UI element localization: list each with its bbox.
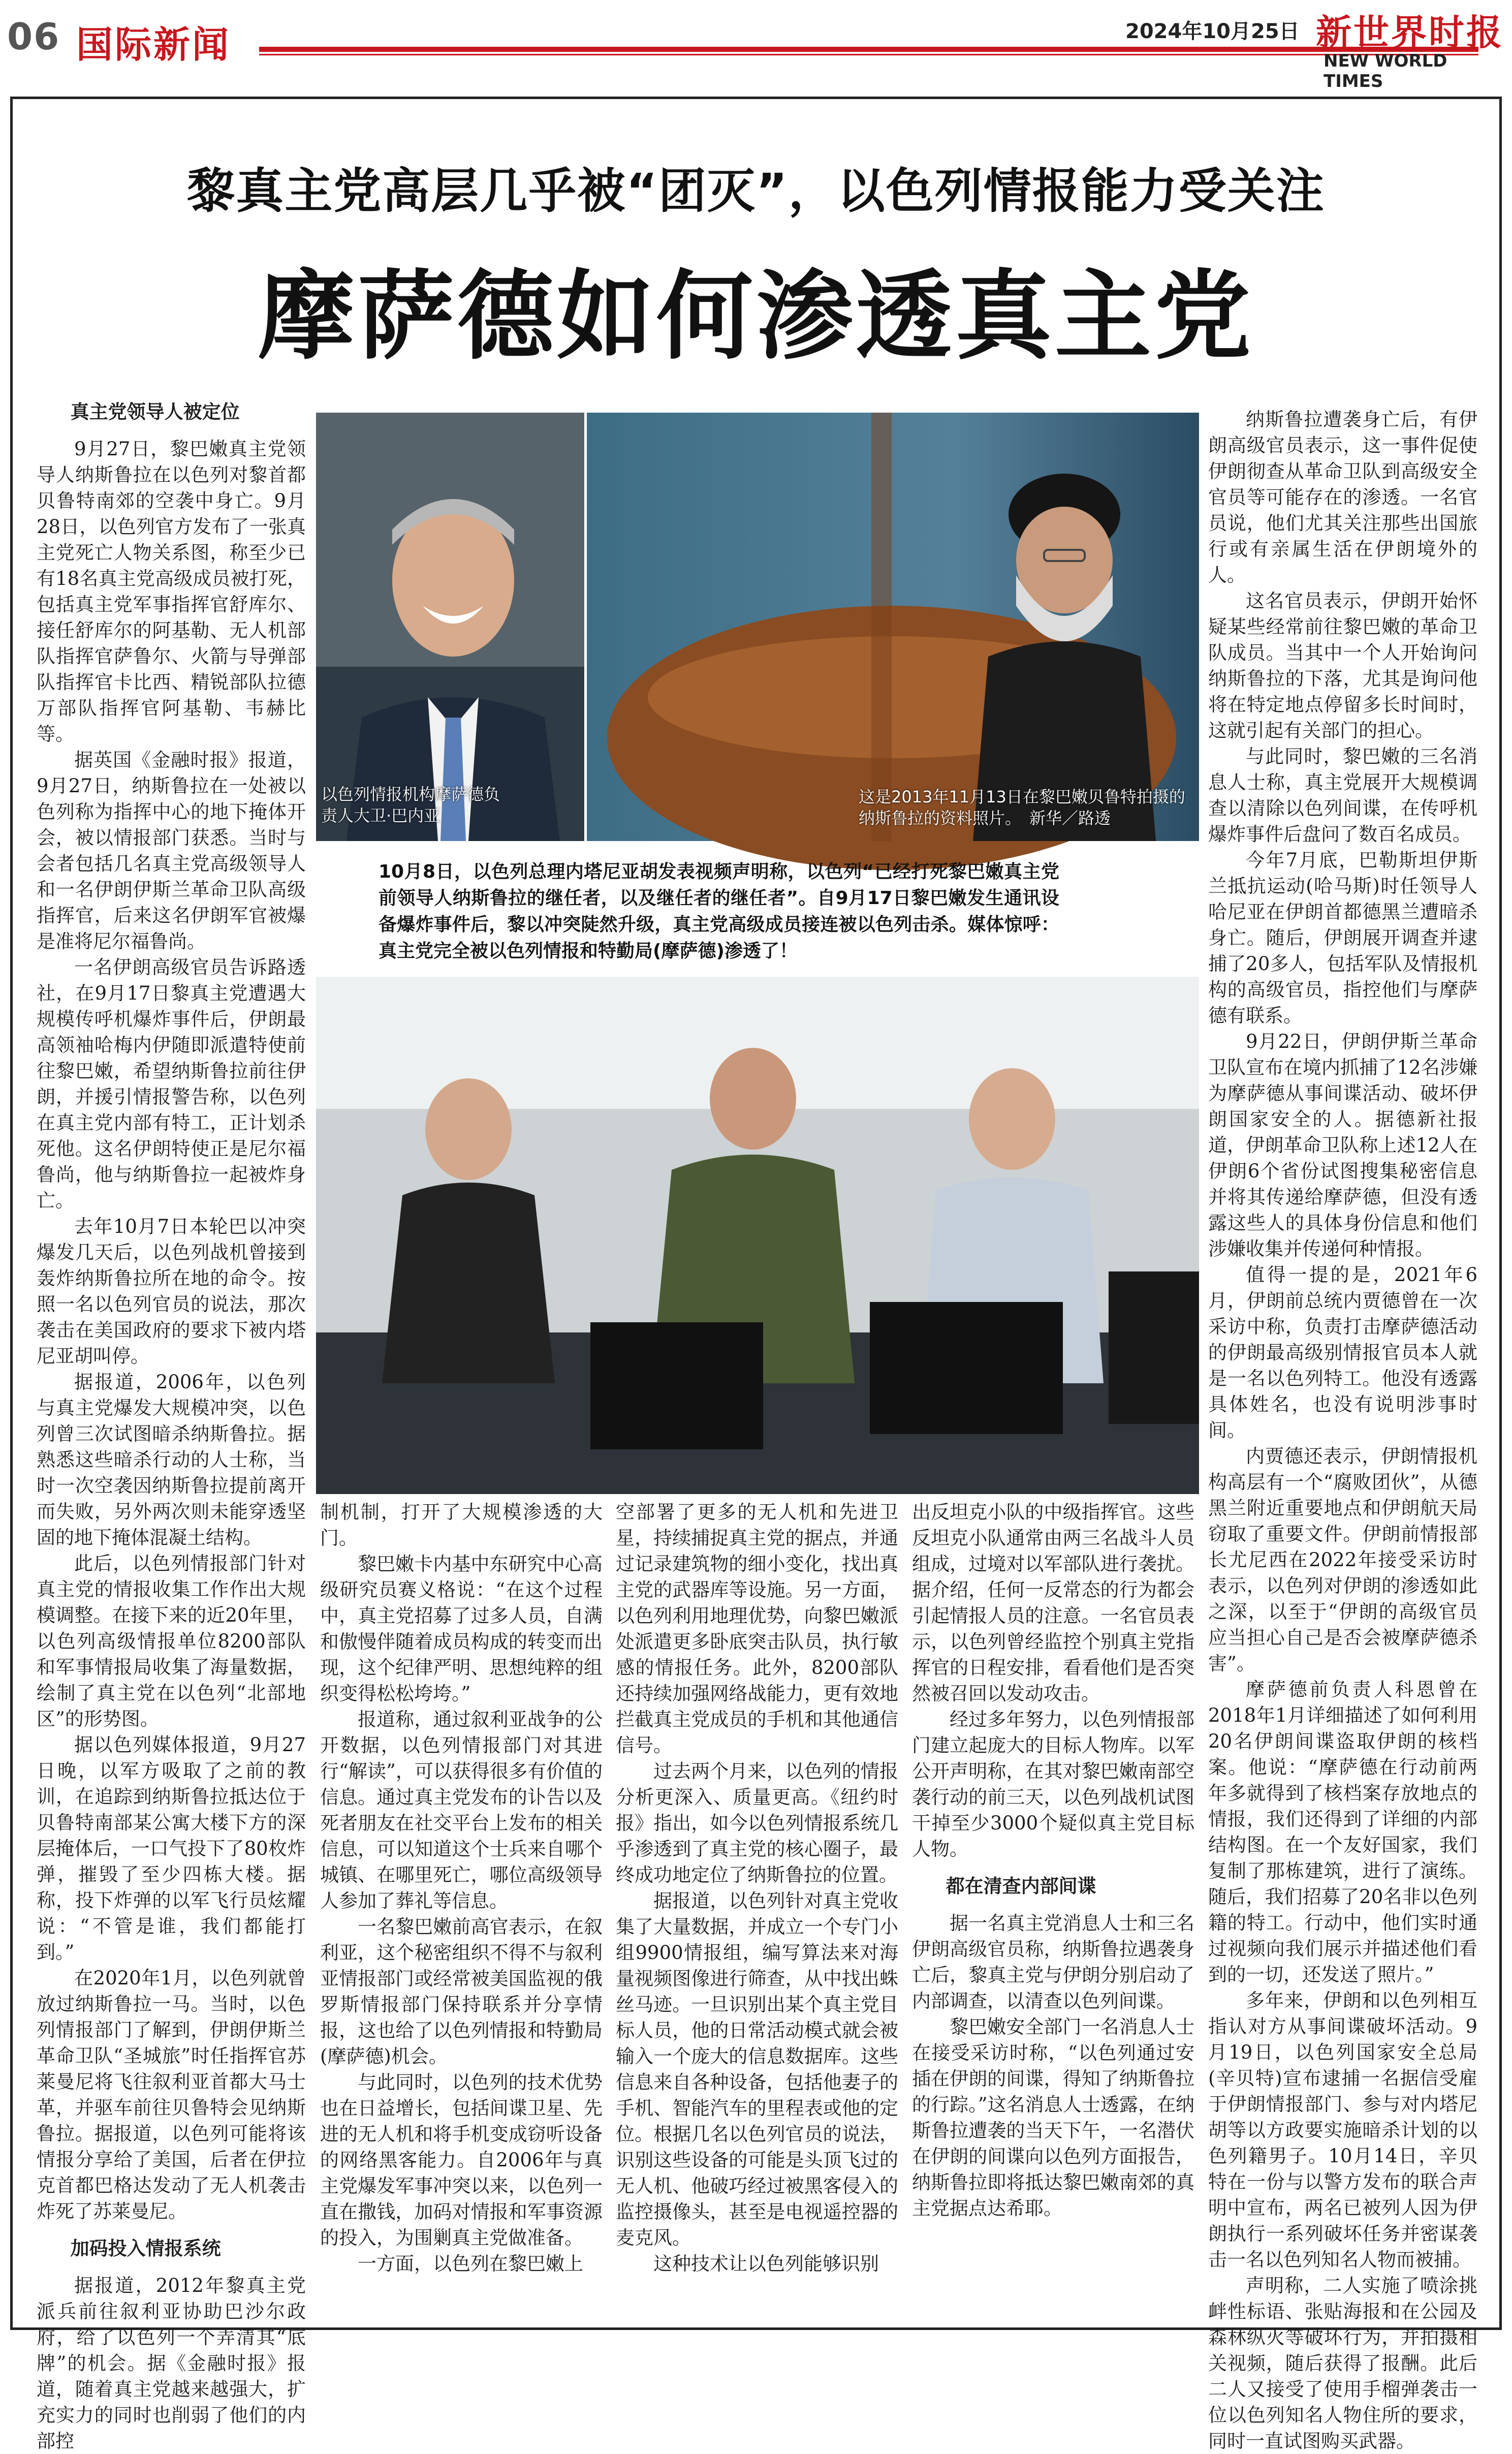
paragraph: 一方面，以色列在黎巴嫩上 xyxy=(358,2253,583,2275)
lead-paragraph: 10月8日，以色列总理内塔尼亚胡发表视频声明称，以色列“已经打死黎巴嫩真主党前领导人纳斯鲁拉的继任者，以及继任者的继任者”。自9月17日黎巴嫩发生通讯设备爆炸事件后，黎以冲突陡然升级，真主党高级成员接连被以色列击杀。媒体惊呼：真主党完全被以色列情报和特勤局(摩萨德)渗透了！ xyxy=(379,861,1059,961)
paragraph: 报道称，通过叙利亚战争的公开数据，以色列情报部门对其进行“解读”，可以获得很多有价值的信息。通过真主党发布的讣告以及死者朋友在社交平台上发布的相关信息，可以知道这个士兵来自哪个城镇、在哪里死亡，哪位高级领导人参加了葬礼等信息。 xyxy=(320,1709,603,1912)
photo-command-room xyxy=(316,977,1199,1494)
masthead-rule xyxy=(259,47,1478,52)
paragraph: 出反坦克小队的中级指挥官。这些反坦克小队通常由两三名战斗人员组成，过境对以军部队进行袭扰。据介绍，任何一反常态的行为都会引起情报人员的注意。一名官员表示，以色列曾经监控个别真主党指挥官的日程安排，看看他们是否突然被召回以发动攻击。 xyxy=(912,1501,1194,1704)
paragraph: 与此同时，以色列的技术优势也在日益增长，包括间谍卫星、先进的无人机和将手机变成窃听设备的网络黑客能力。自2006年与真主党爆发军事冲突以来，以色列一直在撒钱，加码对情报和军事资源的投入，为围剿真主党做准备。 xyxy=(320,2071,603,2249)
paragraph: 在2020年1月，以色列就曾放过纳斯鲁拉一马。当时，以色列情报部门了解到，伊朗伊斯兰革命卫队“圣城旅”时任指挥官苏莱曼尼将飞往叙利亚首都大马士革，并驱车前往贝鲁特会见纳斯鲁拉。据报道，以色列可能将该情报分享给了美国，后者在伊拉克首都巴格达发动了无人机袭击炸死了苏莱曼尼。 xyxy=(37,1967,306,2222)
paragraph: 此后，以色列情报部门针对真主党的情报收集工作作出大规模调整。在接下来的近20年里，以色列高级情报单位8200部队和军事情报局收集了海量数据，绘制了真主党在以色列“北部地区”的形势图。 xyxy=(37,1552,306,1730)
paragraph: 黎巴嫩安全部门一名消息人士在接受采访时称，“以色列通过安插在伊朗的间谍，得知了纳斯鲁拉的行踪。”这名消息人士透露，在纳斯鲁拉遭袭的当天下午，一名潜伏在伊朗的间谍向以色列方面报告，纳斯鲁拉即将抵达黎巴嫩南郊的真主党据点达希耶。 xyxy=(912,2016,1194,2219)
paragraph: 空部署了更多的无人机和先进卫星，持续捕捉真主党的据点，并通过记录建筑物的细小变化，找出真主党的武器库等设施。另一方面，以色列利用地理优势，向黎巴嫩派处派遣更多卧底突击队员，执行敏感的情报任务。此外，8200部队还持续加强网络战能力，更有效地拦截真主党成员的手机和其他通信信号。 xyxy=(616,1501,898,1756)
paragraph: 一名伊朗高级官员告诉路透社，在9月17日黎真主党遭遇大规模传呼机爆炸事件后，伊朗最高领袖哈梅内伊随即派遣特使前往黎巴嫩，希望纳斯鲁拉前往伊朗，并援引情报警告称，以色列在真主党内部有特工，正计划杀死他。这名伊朗特使正是尼尔福鲁尚，他与纳斯鲁拉一起被炸身亡。 xyxy=(37,956,306,1212)
photo-barnea xyxy=(316,413,584,841)
paragraph: 据报道，2006年，以色列与真主党爆发大规模冲突，以色列曾三次试图暗杀纳斯鲁拉。据熟悉这些暗杀行动的人士称，当时一次空袭因纳斯鲁拉提前离开而失败，另外两次则未能穿透坚固的地下掩体混凝土结构。 xyxy=(37,1371,306,1548)
paragraph: 黎巴嫩卡内基中东研究中心高级研究员赛义格说：“在这个过程中，真主党招募了过多人员，自满和傲慢伴随着成员构成的转变而出现，这个纪律严明、思想纯粹的组织变得松松垮垮。” xyxy=(320,1553,603,1704)
masthead-rule-thin xyxy=(259,54,1478,55)
brand-english: NEW WORLD TIMES xyxy=(1324,51,1447,91)
paragraph: 据报道，以色列针对真主党收集了大量数据，并成立一个专门小组9900情报组，编写算法来对海量视频图像进行筛查，从中找出蛛丝马迹。一旦识别出某个真主党目标人员，他的日常活动模式就会被输入一个庞大的信息数据库。这些信息来自各种设备，包括他妻子的手机、智能汽车的里程表或他的定位。根据几名以色列官员的说法，识别这些设备的可能是头顶飞过的无人机、他破巧经过被黑客侵入的监控摄像头，甚至是电视遥控器的麦克风。 xyxy=(616,1890,898,2249)
subheadline: 黎真主党高层几乎被“团灭”，以色列情报能力受关注 xyxy=(187,164,1325,219)
paragraph: 9月27日，黎巴嫩真主党领导人纳斯鲁拉在以色列对黎首都贝鲁特南郊的空袭中身亡。9月28日，以色列官方发布了一张真主党死亡人物关系图，称至少已有18名真主党高级成员被打死，包括真主党军事指挥官舒库尔、接任舒库尔的阿基勒、无人机部队指挥官萨鲁尔、火箭与导弹部队指挥官卡比西、精锐部队拉德万部队指挥官阿基勒、韦赫比等。 xyxy=(37,438,306,745)
command-room-icon xyxy=(316,977,1199,1494)
article-column-1 xyxy=(37,399,306,2454)
paragraph: 去年10月7日本轮巴以冲突爆发几天后，以色列战机曾接到轰炸纳斯鲁拉所在地的命令。按照一名以色列官员的说法，那次袭击在美国政府的要求下被内塔尼亚胡叫停。 xyxy=(37,1216,306,1367)
barnea-caption: 以色列情报机构摩萨德负责人大卫·巴内亚 xyxy=(321,785,500,825)
paragraph: 多年来，伊朗和以色列相互指认对方从事间谍破坏活动。9月19日，以色列国家安全总局(辛贝特)宣布逮捕一名据信受雇于伊朗情报部门、参与对内塔尼胡等以方政要实施暗杀计划的以色列籍男子。10月14日，辛贝特在一份与以警方发布的联合声明中宣布，两名已被列人因为伊朗执行一系列破坏任务并密谋袭击一名以色列知名人物而被捕。 xyxy=(1208,1990,1477,2271)
paragraph: 内贾德还表示，伊朗情报机构高层有一个“腐败团伙”，从德黑兰附近重要地点和伊朗航天局窃取了重要文件。伊朗前情报部长尤尼西在2022年接受采访时表示，以色列对伊朗的渗透如此之深，以至于“伊朗的高级官员应当担心自己是否会被摩萨德杀害”。 xyxy=(1208,1445,1477,1674)
article-column-2 xyxy=(320,1499,603,2277)
paragraph: 据英国《金融时报》报道，9月27日，纳斯鲁拉在一处被以色列称为指挥中心的地下掩体开会，被以情报部门获悉。当时与会者包括几名真主党高级领导人和一名伊朗伊斯兰革命卫队高级指挥官，后来这名伊朗军官被爆是准将尼尔福鲁尚。 xyxy=(37,749,306,952)
paragraph: 据报道，2012年黎真主党派兵前往叙利亚协助巴沙尔政府，给了以色列一个弄清其“底牌”的机会。据《金融时报》报道，随着真主党越来越强大，扩充实力的同时也削弱了他们的内部控 xyxy=(37,2275,306,2452)
paragraph: 值得一提的是，2021年6月，伊朗前总统内贾德曾在一次采访中称，负责打击摩萨德活动的伊朗最高级别情报官员本人就是一名以色列特工。他没有透露具体姓名，也没有说明涉事时间。 xyxy=(1208,1264,1477,1441)
section-title: 国际新闻 xyxy=(76,23,231,66)
paragraph: 今年7月底，巴勒斯坦伊斯兰抵抗运动(哈马斯)时任领导人哈尼亚在伊朗首都德黑兰遭暗杀身亡。随后，伊朗展开调查并逮捕了20多人，包括军队及情报机构的高级官员，指控他们与摩萨德有联系。 xyxy=(1208,849,1477,1027)
section-heading: 都在清查内部间谍 xyxy=(946,1875,1096,1897)
issue-date: 2024年10月25日 xyxy=(1125,20,1300,43)
barnea-portrait-icon xyxy=(316,413,584,841)
paragraph: 据以色列媒体报道，9月27日晚，以军方吸取了之前的教训，在追踪到纳斯鲁拉抵达位于贝鲁特南部某公寓大楼下方的深层掩体后，一口气投下了80枚炸弹，摧毁了至少四栋大楼。据称，投下炸弹的以军飞行员炫耀说：“不管是谁，我们都能打到。” xyxy=(37,1734,306,1963)
headline: 摩萨德如何渗透真主党 xyxy=(258,259,1254,372)
masthead xyxy=(0,0,1512,91)
paragraph: 一名黎巴嫩前高官表示，在叙利亚，这个秘密组织不得不与叙利亚情报部门或经常被美国监视的俄罗斯情报部门保持联系并分享情报，这也给了以色列情报和特勤局(摩萨德)机会。 xyxy=(320,1916,603,2067)
paragraph: 这种技术让以色列能够识别 xyxy=(653,2253,879,2275)
paragraph: 制机制，打开了大规模渗透的大门。 xyxy=(320,1501,603,1549)
paragraph: 据一名真主党消息人士和三名伊朗高级官员称，纳斯鲁拉遇袭身亡后，黎真主党与伊朗分别启动了内部调查，以清查以色列间谍。 xyxy=(912,1912,1194,2012)
brand-logo: 新世界时报 xyxy=(1316,11,1504,53)
page-number: 06 xyxy=(7,15,60,58)
paragraph: 摩萨德前负责人科恩曾在2018年1月详细描述了如何利用20名伊朗间谍盗取伊朗的核档案。他说：“摩萨德在行动前两年多就得到了核档案存放地点的情报，我们还得到了详细的内部结构图。在一个友好国家，我们复制了那栋建筑，进行了演练。随后，我们招募了20名非以色列籍的特工。行动中，他们实时通过视频向我们展示并描述他们看到的一切，还发送了照片。” xyxy=(1208,1679,1477,1985)
article-column-4 xyxy=(912,1499,1194,2221)
section-heading: 加码投入情报系统 xyxy=(70,2238,221,2259)
paragraph: 这名官员表示，伊朗开始怀疑某些经常前往黎巴嫩的革命卫队成员。当其中一个人开始询问纳斯鲁拉的下落，尤其是询问他将在特定地点停留多长时间时，这就引起有关部门的担心。 xyxy=(1208,590,1477,741)
paragraph: 与此同时，黎巴嫩的三名消息人士称，真主党展开大规模调查以清除以色列间谍，在传呼机爆炸事件后盘问了数百名成员。 xyxy=(1208,745,1477,845)
article-column-3 xyxy=(616,1499,898,2277)
section-heading: 真主党领导人被定位 xyxy=(70,401,240,423)
paragraph: 9月22日，伊朗伊斯兰革命卫队宣布在境内抓捕了12名涉嫌为摩萨德从事间谍活动、破坏伊朗国家安全的人。据德新社报道，伊朗革命卫队称上述12人在伊朗6个省份试图搜集秘密信息并将其传递给摩萨德，但没有透露这些人的具体身份信息和他们涉嫌收集并传递何种情报。 xyxy=(1208,1031,1477,1260)
nasrallah-podium-icon xyxy=(587,413,1199,841)
article-column-5 xyxy=(1208,407,1477,2454)
paragraph: 声明称，二人实施了喷涂挑衅性标语、张贴海报和在公园及森林纵火等破坏行为，并拍摄相关视频，随后获得了报酬。此后二人又接受了使用手榴弹袭击一位以色列知名人物住所的要求，同时一直试图购买武器。 xyxy=(1208,2275,1477,2452)
paragraph: 纳斯鲁拉遭袭身亡后，有伊朗高级官员表示，这一事件促使伊朗彻查从革命卫队到高级安全官员等可能存在的渗透。一名官员说，他们尤其关注那些出国旅行或有亲属生活在伊朗境外的人。 xyxy=(1208,409,1477,586)
paragraph: 经过多年努力，以色列情报部门建立起庞大的目标人物库。以军公开声明称，在其对黎巴嫩南部空袭行动的前三天，以色列战机试图干掉至少3000个疑似真主党目标人物。 xyxy=(912,1709,1194,1860)
nasrallah-caption: 这是2013年11月13日在黎巴嫩贝鲁特拍摄的纳斯鲁拉的资料照片。 新华／路透 xyxy=(859,787,1185,828)
photo-nasrallah xyxy=(587,413,1199,841)
paragraph: 过去两个月来，以色列的情报分析更深入、质量更高。《纽约时报》指出，如今以色列情报系统几乎渗透到了真主党的核心圈子，最终成功地定位了纳斯鲁拉的位置。 xyxy=(616,1760,898,1886)
